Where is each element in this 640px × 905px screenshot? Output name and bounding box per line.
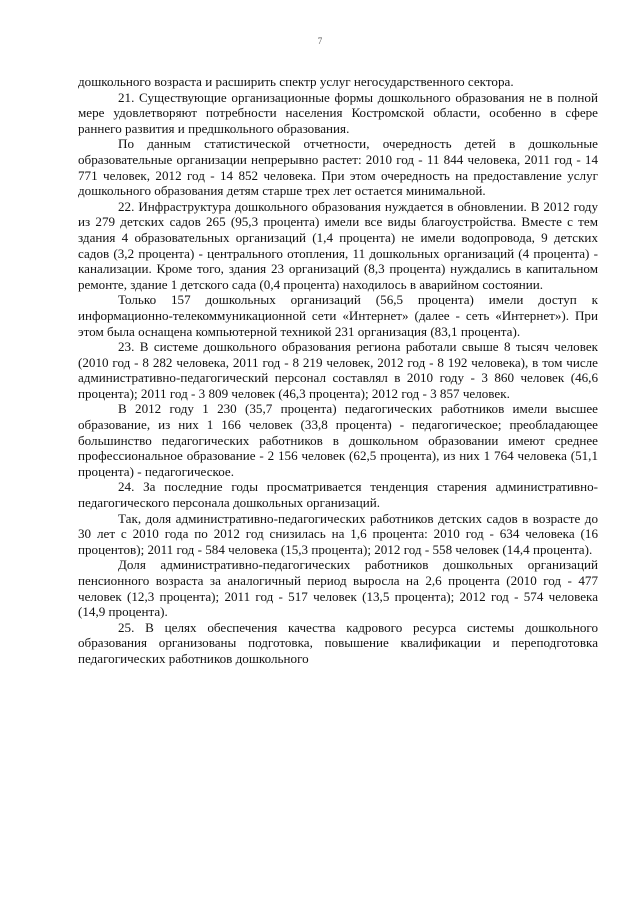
paragraph-21: 21. Существующие организационные формы дошкольного образования не в полной мере удовлетворяют потребности населения Костромской области, особенно в сфере раннего развития и предшкольного образования.: [78, 89, 598, 136]
paragraph-22: 22. Инфраструктура дошкольного образования нуждается в обновлении. В 2012 году из 279 детских садов 265 (95,3 процента) имели все виды благоустройства. Вместе с тем здания 4 образовательных организаций (1,4 процента) не имели водопровода, 9 детских садов (3,2 процента) - центрального отопления, 11 дошкольных организаций (4 процента) - канализации. Кроме того, здания 23 организаций (8,3 процента) нуждались в капитальном ремонте, здание 1 детского сада (0,4 процента) находилось в аварийном состоянии.: [78, 198, 598, 292]
paragraph-waiting-list: По данным статистической отчетности, очередность детей в дошкольные образовательные организации непрерывно растет: 2010 год - 11 844 человека, 2011 год - 14 771 человек, 2012 год - 14 852 человека. При этом очередность на предоставление услуг дошкольного образования детям старше трех лет остается минимальной.: [78, 136, 598, 199]
paragraph-internet-access: Только 157 дошкольных организаций (56,5 процента) имели доступ к информационно-телекоммуникационной сети «Интернет» (далее - сеть «Интернет»). При этом была оснащена компьютерной техникой 231 организация (83,1 процента).: [78, 292, 598, 339]
page-number: 7: [317, 36, 323, 46]
paragraph-25: 25. В целях обеспечения качества кадрового ресурса системы дошкольного образования организованы подготовка, повышение квалификации и переподготовка педагогических работников дошкольного: [78, 619, 598, 666]
paragraph-pension-age: Доля административно-педагогических работников дошкольных организаций пенсионного возраста за аналогичный период выросла на 2,6 процента (2010 год - 477 человек (12,3 процента); 2011 год - 517 человек (13,5 процента); 2012 год - 574 человека (14,9 процента).: [78, 557, 598, 620]
document-body: [78, 74, 598, 667]
paragraph-higher-education: В 2012 году 1 230 (35,7 процента) педагогических работников имели высшее образование, из них 1 166 человек (33,8 процента) - педагогическое; преобладающее большинство педагогических работников в дошкольном образовании имеют среднее профессиональное образование - 2 156 человек (62,5 процента), из них 1 764 человека (51,1 процента) - педагогическое.: [78, 401, 598, 479]
paragraph-24: 24. За последние годы просматривается тенденция старения административно-педагогического персонала дошкольных организаций.: [78, 479, 598, 511]
paragraph-under-30: Так, доля административно-педагогических работников детских садов в возрасте до 30 лет с 2010 года по 2012 год снизилась на 1,6 процента: 2010 год - 634 человека (16 процентов); 2011 год - 584 человека (15,3 процента); 2012 год - 558 человек (14,4 процента).: [78, 510, 598, 557]
paragraph-23: 23. В системе дошкольного образования региона работали свыше 8 тысяч человек (2010 год - 8 282 человека, 2011 год - 8 219 человек, 2012 год - 8 192 человека), в том числе административно-педагогический персонал составлял в 2010 году - 3 860 человек (46,6 процента); 2011 год - 3 809 человек (46,3 процента); 2012 год - 3 857 человек.: [78, 339, 598, 401]
paragraph-continuation: дошкольного возраста и расширить спектр услуг негосударственного сектора.: [78, 74, 514, 89]
